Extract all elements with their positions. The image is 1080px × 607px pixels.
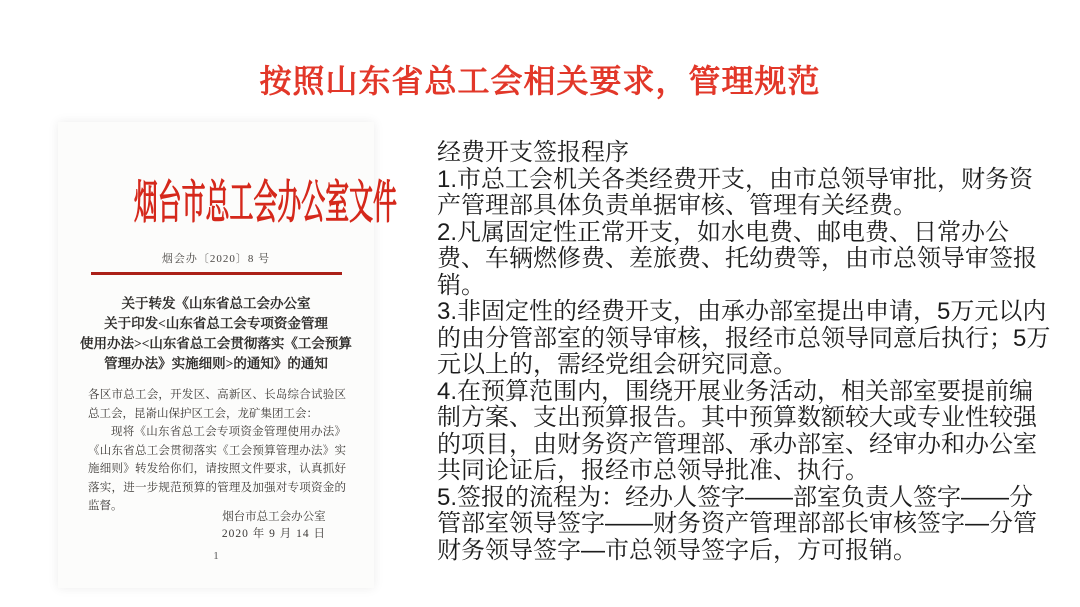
document-page-number: 1 — [213, 550, 219, 562]
document-date: 2020 年 9 月 14 日 — [221, 528, 326, 540]
procedure-text-block — [437, 140, 1054, 564]
document-body — [88, 386, 346, 516]
notice-title-line: 关于印发<山东省总工会专项资金管理 — [104, 316, 328, 331]
document-number: 烟会办〔2020〕8 号 — [161, 253, 271, 265]
notice-title-line: 管理办法》实施细则>的通知》的通知 — [104, 356, 328, 371]
document-issuer: 烟台市总工会办公室 — [222, 511, 326, 523]
document-signature-block — [222, 510, 326, 542]
document-red-rule — [91, 272, 342, 275]
document-body-paragraph: 各区市总工会，开发区、高新区、长岛综合试验区总工会，昆嵛山保护区工会，龙矿集团工会： — [88, 389, 346, 420]
official-document-image — [58, 122, 397, 588]
procedure-heading: 经费开支签报程序 — [437, 139, 629, 166]
notice-title-line: 关于转发《山东省总工会办公室 — [121, 296, 311, 311]
slide-title: 按照山东省总工会相关要求，管理规范 — [259, 63, 821, 99]
document-notice-title — [58, 294, 374, 374]
procedure-item: 2.凡属固定性正常开支，如水电费、邮电费、日常办公费、车辆燃修费、差旅费、托幼费等，由市总领导审签报销。 — [437, 218, 1037, 299]
procedure-item: 3.非固定性的经费开支，由承办部室提出申请，5万元以内的由分管部室的领导审核，报经市总领导同意后执行；5万元以上的，需经党组会研究同意。 — [437, 298, 1051, 378]
document-masthead: 烟台市总工会办公室文件 — [133, 177, 397, 228]
document-body-paragraph: 现将《山东省总工会专项资金管理使用办法》《山东省总工会贯彻落实《工会预算管理办法》实施细则》转发给你们，请按照文件要求，认真抓好落实，进一步规范预算的管理及加强对专项资金的监督。 — [88, 426, 346, 512]
procedure-item: 5.签报的流程为：经办人签字——部室负责人签字——分管部室领导签字——财务资产管理部部长审核签字—分管财务领导签字—市总领导签字后，方可报销。 — [437, 483, 1037, 564]
procedure-item: 4.在预算范围内，围绕开展业务活动，相关部室要提前编制方案、支出预算报告。其中预算数额较大或专业性较强的项目，由财务资产管理部、承办部室、经审办和办公室共同论证后，报经市总领导批准、执行。 — [437, 377, 1037, 484]
notice-title-line: 使用办法><山东省总工会贯彻落实《工会预算 — [80, 336, 352, 351]
procedure-item: 1.市总工会机关各类经费开支，由市总领导审批，财务资产管理部具体负责单据审核、管理有关经费。 — [437, 165, 1034, 219]
